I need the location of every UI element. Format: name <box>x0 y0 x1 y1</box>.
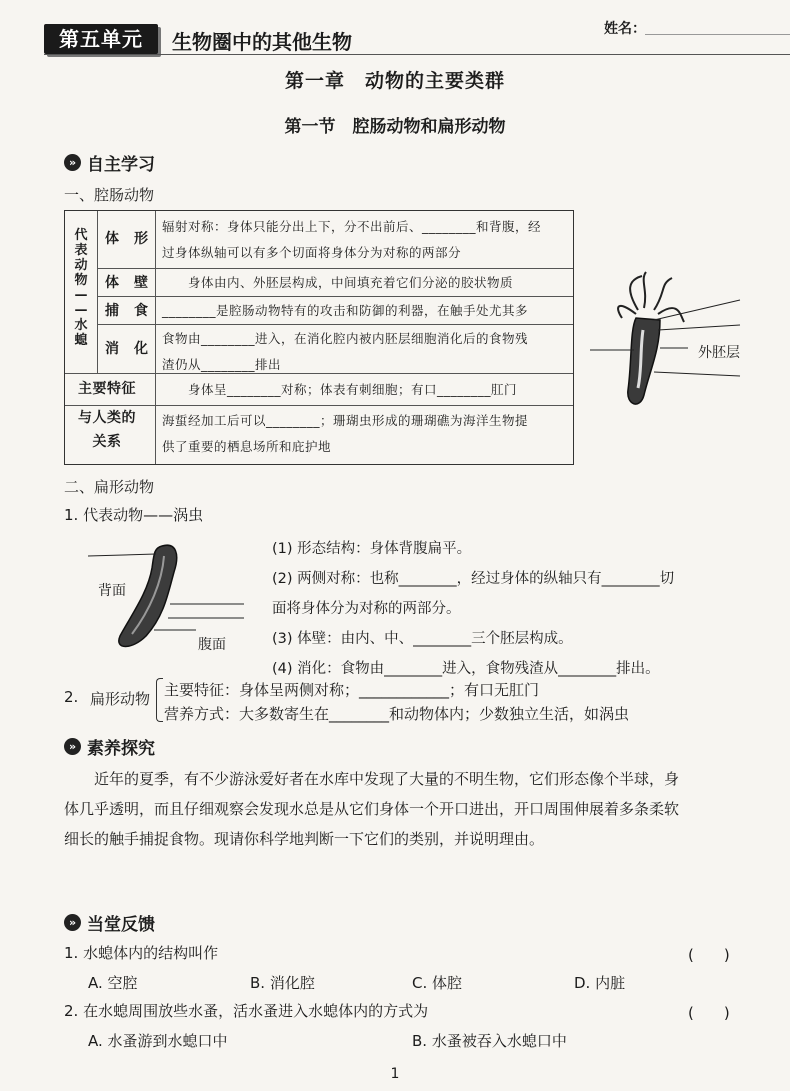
hydra-tentacle <box>644 272 646 308</box>
planaria-point: (2) 两侧对称：也称________，经过身体的纵轴只有________切 <box>272 571 675 587</box>
planaria-point: (4) 消化：食物由________进入，食物残渣从________排出。 <box>272 661 660 677</box>
row-label-main-feature: 主要特征 <box>78 381 136 397</box>
subsection-coelenterate: 一、腔肠动物 <box>64 186 155 204</box>
planaria-label-belly: 腹面 <box>198 637 226 653</box>
row-label-predation: 捕 食 <box>105 303 149 319</box>
planaria-point: 面将身体分为对称的两部分。 <box>272 601 461 617</box>
planaria-point: (3) 体壁：由内、中、________三个胚层构成。 <box>272 631 573 647</box>
q1-option-a[interactable]: A. 空腔 <box>88 974 138 992</box>
row-text-predation: ________是腔肠动物特有的攻击和防御的利器，在触手处尤其多 <box>162 303 529 318</box>
flatworm-nutrition: 营养方式：大多数寄生在________和动物体内；少数独立生活，如涡虫 <box>164 705 630 723</box>
self-study-heading-text: 自主学习 <box>87 155 155 175</box>
row-text-digestion: 食物由________进入，在消化腔内被内胚层细胞消化后的食物残 渣仍从________排出 <box>162 331 529 372</box>
row-label-relation: 与人类的 关系 <box>78 410 136 450</box>
name-blank <box>645 34 790 35</box>
q2-option-a[interactable]: A. 水蚤游到水螅口中 <box>88 1032 228 1050</box>
inquiry-paragraph: 近年的夏季，有不少游泳爱好者在水库中发现了大量的不明生物，它们形态像个半球，身 体几乎透明，而且仔细观察会发现水总是从它们身体一个开口进出，开口周围伸展着多条柔软 细长的触手捕捉食物。现请你科学地判断一下它们的类别，并说明理由。 <box>64 770 680 848</box>
hydra-tentacle <box>630 276 642 310</box>
feedback-heading <box>64 910 155 935</box>
planaria-label-back: 背面 <box>98 583 126 599</box>
representative-animal-label: 代 表 动 物 — — 水 螅 <box>74 228 88 348</box>
planaria-body <box>119 545 177 646</box>
question-1-answer-bracket[interactable]: ( ) <box>688 946 730 964</box>
flatworm-item-num: 2. <box>64 688 79 706</box>
chapter-title: 第一章 动物的主要类群 <box>284 70 505 92</box>
q1-option-c[interactable]: C. 体腔 <box>412 974 463 992</box>
q2-option-b[interactable]: B. 水蚤被吞入水螅口中 <box>412 1032 567 1050</box>
planaria-points <box>272 534 674 684</box>
section-bullet-icon: » <box>64 154 81 171</box>
header-rule <box>44 54 790 55</box>
q1-option-d[interactable]: D. 内脏 <box>574 974 626 992</box>
flatworm-main-feature: 主要特征：身体呈两侧对称；____________；有口无肛门 <box>164 681 540 699</box>
row-text-main-feature: 身体呈________对称；体表有刺细胞；有口________肛门 <box>162 382 518 397</box>
flatworm-details <box>164 678 629 726</box>
question-2-answer-bracket[interactable]: ( ) <box>688 1004 730 1022</box>
page-number: 1 <box>390 1066 400 1082</box>
section-bullet-icon: » <box>64 738 81 755</box>
unit-title: 生物圈中的其他生物 <box>172 30 352 54</box>
row-label-digestion: 消 化 <box>105 341 149 357</box>
section-bullet-icon: » <box>64 914 81 931</box>
hydra-tentacle <box>658 308 684 322</box>
flatworm-item-label: 扁形动物 <box>90 690 151 708</box>
planaria-item-title: 1. 代表动物——涡虫 <box>64 506 204 524</box>
q1-option-b[interactable]: B. 消化腔 <box>250 974 315 992</box>
inquiry-heading <box>64 734 155 759</box>
section-title: 第一节 腔肠动物和扁形动物 <box>284 117 506 137</box>
question-1: 1. 水螅体内的结构叫作 <box>64 944 219 962</box>
self-study-heading <box>64 150 155 175</box>
row-text-body-shape: 辐射对称：身体只能分出上下，分不出前后、________和背腹，经 过身体纵轴可以有多个切面将身体分为对称的两部分 <box>162 219 542 260</box>
unit-badge: 第五单元 <box>44 24 158 54</box>
hydra-label-ectoderm: 外胚层 <box>698 345 740 361</box>
row-text-body-wall: 身体由内、外胚层构成，中间填充着它们分泌的胶状物质 <box>162 275 514 290</box>
pointer-line <box>658 325 740 330</box>
row-label-body-wall: 体 壁 <box>105 275 149 291</box>
row-label-body-shape: 体 形 <box>105 231 149 247</box>
hydra-tentacle <box>654 278 672 310</box>
inquiry-heading-text: 素养探究 <box>87 739 155 759</box>
planaria-point: (1) 形态结构：身体背腹扁平。 <box>272 541 472 557</box>
pointer-line <box>88 554 156 556</box>
hydra-tentacle <box>618 306 636 318</box>
feedback-heading-text: 当堂反馈 <box>87 915 155 935</box>
brace <box>156 678 163 722</box>
question-2: 2. 在水螅周围放些水蚤，活水蚤进入水螅体内的方式为 <box>64 1002 429 1020</box>
name-label: 姓名： <box>604 21 646 37</box>
row-text-relation: 海蜇经加工后可以________；珊瑚虫形成的珊瑚礁为海洋生物提 供了重要的栖息场所和庇护地 <box>162 413 529 454</box>
pointer-line <box>654 372 740 376</box>
subsection-flatworm: 二、扁形动物 <box>64 478 155 496</box>
